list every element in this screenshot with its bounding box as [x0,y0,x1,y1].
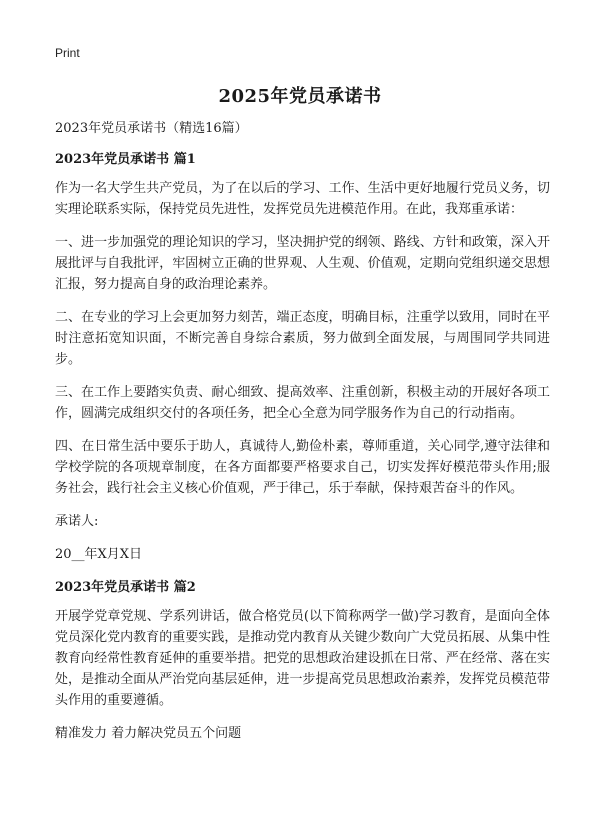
section-heading: 2023年党员承诺书 篇1 [55,152,196,167]
paragraph: 作为一名大学生共产党员，为了在以后的学习、工作、生活中更好地履行党员义务，切实理论联系实际，保持党员先进性，发挥党员先进模范作用。在此，我郑重承诺： [55,181,550,217]
paragraph: 一、进一步加强党的理论知识的学习，坚决拥护党的纲领、路线、方针和政策，深入开展批评与自我批评，牢固树立正确的世界观、人生观、价值观，定期向党组织递交思想汇报，努力提高自身的政治理论素养。 [55,235,550,292]
document-subtitle: 2023年党员承诺书（精选16篇） [55,121,248,136]
signature-line: 承诺人: [55,514,99,529]
page-title: 2025年党员承诺书 [218,86,382,107]
paragraph: 开展学党章党规、学系列讲话，做合格党员(以下简称两学一做)学习教育，是面向全体党员深化党内教育的重要实践，是推动党内教育从关键少数向广大党员拓展、从集中性教育向经常性教育延伸的重要举措。把党的思想政治建设抓在日常、严在经常、落在实处，是推动全面从严治党向基层延伸，进一步提高党员思想政治素养，发挥党员模范带头作用的重要遵循。 [55,609,550,708]
date-line: 20__年X月X日 [55,547,143,562]
paragraph: 精准发力 着力解决党员五个问题 [55,726,242,741]
print-link[interactable]: Print [55,46,80,60]
section-heading: 2023年党员承诺书 篇2 [55,580,196,595]
paragraph: 三、在工作上要踏实负责、耐心细致、提高效率、注重创新，积极主动的开展好各项工作，圆满完成组织交付的各项任务，把全心全意为同学服务作为自己的行动指南。 [55,385,550,421]
paragraph: 二、在专业的学习上会更加努力刻苦，端正态度，明确目标，注重学以致用，同时在平时注意拓宽知识面，不断完善自身综合素质，努力做到全面发展，与周围同学共同进步。 [55,310,550,367]
document-body [55,118,550,756]
paragraph: 四、在日常生活中要乐于助人，真诚待人,勤俭朴素，尊师重道，关心同学,遵守法律和学校学院的各项规章制度，在各方面都要严格要求自己，切实发挥好模范带头作用;服务社会，践行社会主义核心价值观，严于律己，乐于奉献，保持艰苦奋斗的作风。 [55,439,550,496]
